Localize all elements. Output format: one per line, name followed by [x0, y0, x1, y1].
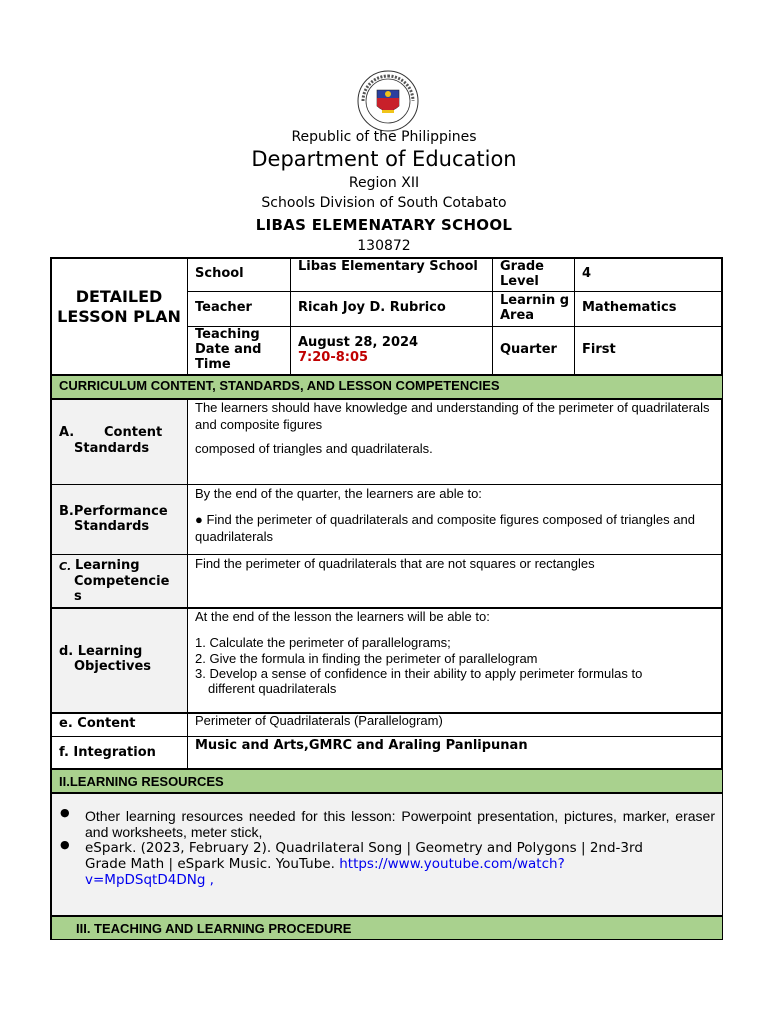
quarter-label: Quarter [500, 342, 557, 357]
resource-item-1: Other learning resources needed for this lesson: Powerpoint presentation, pictures, marker, eraser and worksheets, meter stick, [85, 808, 715, 840]
youtube-link[interactable]: https://www.youtube.com/watch?v=MpDSqtD4DNg , [85, 856, 565, 888]
integration-label: f. Integration [59, 745, 156, 760]
performance-standards-label2: Standards [74, 519, 150, 534]
teacher-value: Ricah Joy D. Rubrico [298, 300, 446, 315]
time-value: 7:20-8:05 [298, 350, 369, 365]
plan-title: DETAILED LESSON PLAN [57, 287, 181, 326]
performance-standards-label: B.Performance [59, 504, 168, 519]
performance-standards-text: By the end of the quarter, the learners are able to: [195, 486, 482, 501]
resource-item-2 [85, 840, 685, 888]
competencies-prefix: C. [59, 560, 72, 573]
section-curriculum-heading: CURRICULUM CONTENT, STANDARDS, AND LESSON COMPETENCIES [59, 378, 500, 393]
competencies-label2: Competencie [74, 574, 170, 589]
objective-item-3-cont: different quadrilaterals [208, 681, 337, 696]
school-value: Libas Elementary School [298, 259, 478, 274]
school-id: 130872 [357, 238, 411, 254]
competencies-label: Learning [75, 558, 140, 573]
objectives-intro: At the end of the lesson the learners will be able to: [195, 609, 490, 624]
school-heading: LIBAS ELEMENATARY SCHOOL [255, 216, 513, 234]
resource-citation: eSpark. (2023, February 2). Quadrilateral Song | Geometry and Polygons | 2nd-3rd Grade Math | eSpark Music. YouTube. [85, 840, 643, 872]
content-label: e. Content [59, 716, 136, 731]
division-heading: Schools Division of South Cotabato [261, 195, 507, 211]
quarter-value: First [582, 342, 616, 357]
republic-heading: Republic of the Philippines [291, 129, 477, 145]
content-standards-label2: Standards [74, 441, 150, 456]
content-standards-label: Content [104, 425, 163, 440]
date-label: Teaching Date and Time [195, 327, 262, 372]
objectives-label: d. Learning [59, 644, 143, 659]
objective-item-3: 3. Develop a sense of confidence in their ability to apply perimeter formulas to [195, 666, 643, 681]
objective-item-1: 1. Calculate the perimeter of parallelograms; [195, 635, 451, 650]
competencies-text: Find the perimeter of quadrilaterals that are not squares or rectangles [195, 556, 595, 571]
section-procedure-heading: III. TEACHING AND LEARNING PROCEDURE [76, 921, 352, 936]
school-label: School [195, 266, 244, 281]
content-standards-text: The learners should have knowledge and understanding of the perimeter of quadrilaterals and composite figures [195, 400, 710, 432]
bullet-icon: ● [60, 806, 70, 819]
content-text: Perimeter of Quadrilaterals (Parallelogram) [195, 713, 443, 728]
area-label: Learnin g Area [500, 293, 570, 323]
area-value: Mathematics [582, 300, 677, 315]
objective-item-2: 2. Give the formula in finding the perimeter of parallelogram [195, 651, 538, 666]
section-resources-heading: II.LEARNING RESOURCES [59, 774, 224, 789]
bullet-icon: ● [60, 838, 70, 851]
integration-text: Music and Arts,GMRC and Araling Panlipunan [195, 738, 528, 753]
content-standards-text2: composed of triangles and quadrilaterals. [195, 441, 433, 456]
grade-label: Grade Level [500, 259, 544, 289]
objectives-label2: Objectives [74, 659, 152, 674]
region-heading: Region XII [348, 175, 420, 191]
competencies-label3: s [74, 589, 82, 604]
grade-value: 4 [582, 266, 592, 281]
deped-seal-icon [357, 70, 419, 132]
date-value: August 28, 2024 [298, 335, 419, 350]
teacher-label: Teacher [195, 300, 252, 315]
performance-standards-text2: ● Find the perimeter of quadrilaterals and composite figures composed of triangles and quadrilaterals [195, 512, 695, 544]
department-heading: Department of Education [251, 147, 517, 171]
content-standards-prefix: A. [59, 425, 75, 440]
